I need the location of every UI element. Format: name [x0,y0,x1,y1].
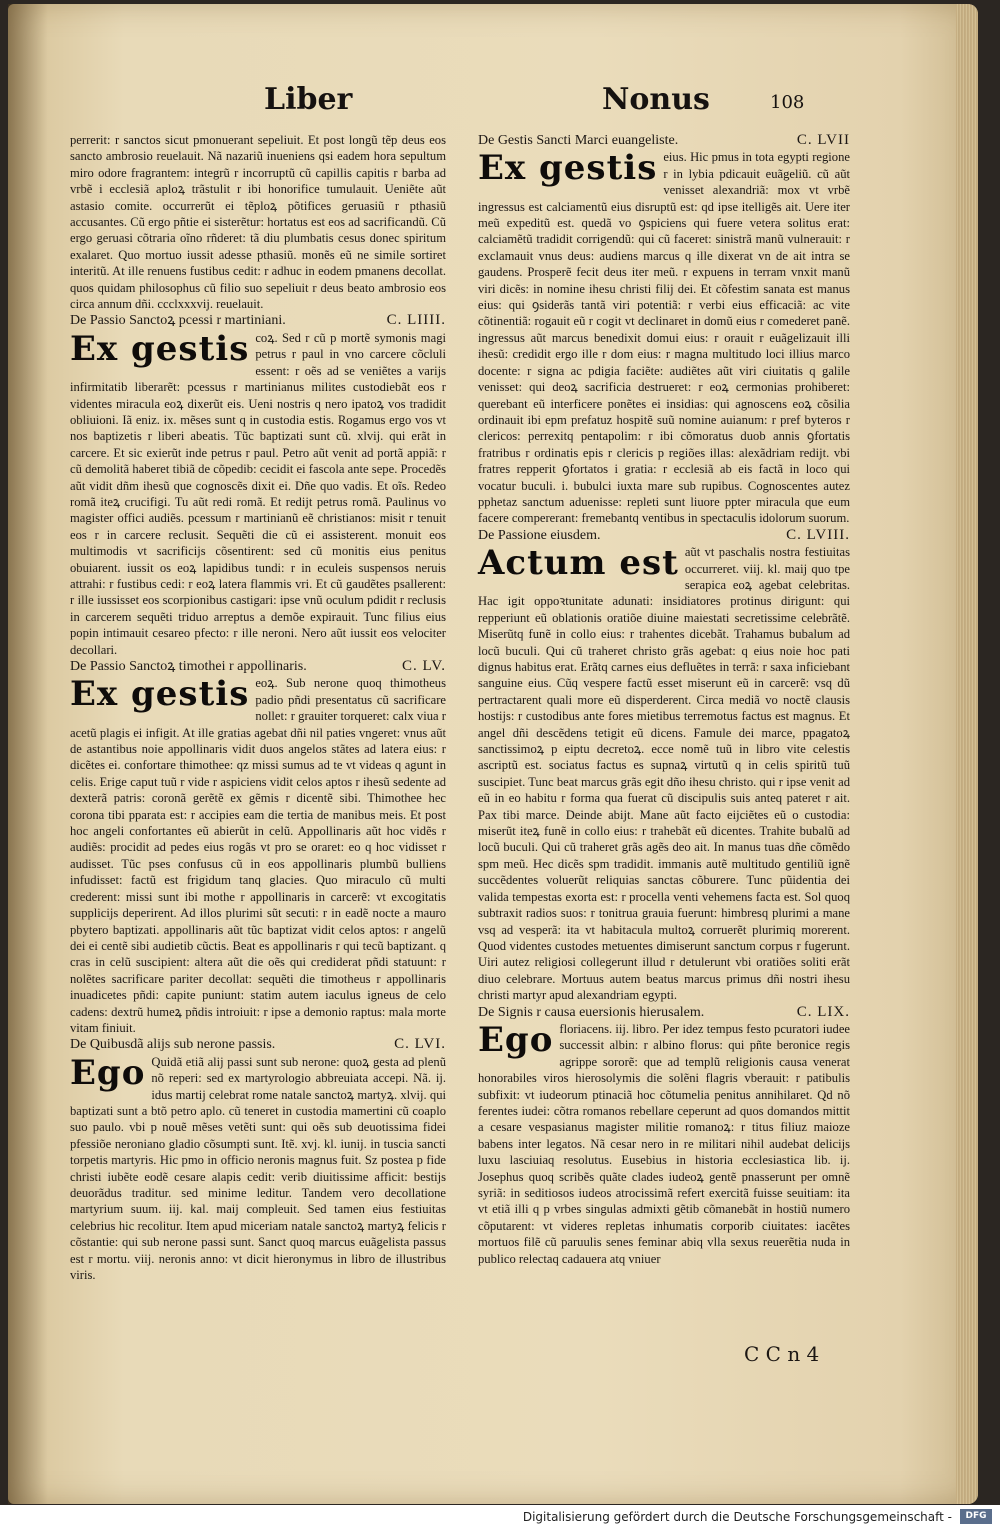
left-chapter-heading [70,312,446,329]
right-text-column [478,132,850,1267]
paragraph-text: floriacens. iij. libro. Per idez tempus festo pcuratori iudee successit albin: r albino florus: qui pñte beronice regis agrippe sororẽ: que ad templũ religionis causa venerat honorabiles viros hierosolymis die solẽni flagris vberauit: r patibulis subfixit: vt iudeorum ptinaciã hoc cõtumelia penitus annihilaret. Qd nõ ferentes iudei: cõtra romanos rebellare ceperunt ad quos domandos mittit a cesare vespasianus magister militie romanoꝝ: r titus filiuz maioze babens inter legatos. Nã cesar nero in re militari nihil audebat delicijs luxu lasciuiaq resolutus. Eusebius in historia ecclesiastica lib. ij. Josephus quoq scribẽs quãte clades iudeoꝝ gentẽ pnasserunt per omnẽ syriã: in seditiosos iudeos atrocissimã refert exercitã fuisse seuitiam: ita vt etiã illi q p vrbes singulas admixti gẽtib cõmanebãt in hostiũ numero cõputarent: vt videres repletas inhumatis corporib ciuitates: iacẽtes mortuos filẽ cũ paruulis senes feminar abiq vlla sexus reuerẽtia nuda in publico relectaq cadauera atq vniuer [478,1021,850,1266]
chapter-number: C. LVII [796,132,850,148]
initial-words: Ego [70,1052,146,1093]
paragraph-text: coꝝ. Sed r cũ p mortẽ symonis magi petrus r paul in vno carcere cõcluli essent: r oẽs ad se veniẽtes a varijs infirmitatib liberarẽt: pcessus r martinianus milites custodiebãt eos r videntes miracula eoꝝ dixerũt eis. Ueni nostris q nero ipatoꝝ vos tradidit obliuioni. Iã eniz. ix. mẽses sunt q in custodia estis. Rogamus ergo vos vt nos baptizetis r liberi abeatis. Tũc baptizati sunt cũ. xlvij. qui erãt in carcere. Et sic exierũt inde petrus r paul. Petro aũt venit ad portã appiã: r cũ demolitã haberet tibiã de cõpedib: cecidit ei fascola ante sepe. Procedẽs aũt vidit dñm ihesũ que cognoscẽs dixit ei. Dñe quo vadis. Et oĩs. Redeo romã iteꝝ crucifigi. Tu aũt redi romã. Et redijt petrus romã. Paulinus vo magister offici audiẽs. pcessum r martinianũ eẽ christianos: misit r tenuit eos r in carcere reclusit. Sequẽti die cũ ei assisterent. monuit eos multimodis vt sacrificijs cõsentirent: sed cũ monitis eius penitus obuiarent. iussit os eoꝝ lapidibus tundi: r in eculeis suspensos neruis attrahi: r fustibus cedi: r eoꝝ latera flammis vri. Et cũ gaudẽtes psallerent: r ille iussisset eos scorpionibus castigari: ipse vnũ oculum pdidit r reclusis in carcerem sequẽti triduo arreptus a demõe expirauit. Tunc filius eius popin intimauit cesareo pfecto: r ille neroni. Nero aũt iussit eos velociter decollari. [70,330,446,657]
signature-mark: C C n 4 [744,1342,820,1366]
chapter-title: De Quibusdã alijs sub nerone passis. [70,1037,276,1053]
page-fore-edge [956,4,978,1504]
initial-words: Ex gestis [70,674,250,715]
right-paragraph [478,1021,850,1267]
left-text-column [70,132,446,1283]
book-page [8,4,978,1504]
right-chapter-heading [478,1004,850,1021]
digitization-footer [0,1505,1000,1529]
right-chapter-heading [478,132,850,149]
chapter-number: C. LVIII. [786,526,850,543]
right-paragraph [478,544,850,1003]
left-paragraph [70,132,446,312]
left-chapter-heading [70,1036,446,1053]
dfg-logo-icon: DFG [960,1509,992,1524]
chapter-number: C. LVI. [394,1036,446,1053]
running-head-left: Liber [264,82,353,117]
chapter-title: De Signis r causa euersionis hierusalem. [478,1004,705,1020]
paragraph-text: Quidã etiã alij passi sunt sub nerone: quoꝝ gesta ad plenũ nõ reperi: sed ex martyrologio abbreuiata accepi. Nã. ij. idus martij celebrat rome natale sanctoꝝ martyꝝ. xlvij. qui baptizati sunt a btõ petro aplo. cũ teneret in custodia mamertini cũ coaplo suo paulo. vbi p nouẽ mẽses vetẽti sunt: qui oẽs sub deuotissima fidei pfessiõe neroniano gladio cõsumpti sunt. Itẽ. xvj. kl. iunij. in tuscia sancti torpetis martyris. Hic pmo in officio neronis magnus fuit. Sz postea p fide christi iubẽte eodẽ cesare alapis cedit: verib diuitissime afficit: bestijs deuorãdus traditur. sed minime leditur. Tandem vero decollatione martyrium suum. iij. kal. maij compleuit. Sed tamen eius festiuitas celebrius hic recolitur. Item apud miceriam natale sanctoꝝ martyꝝ felicis r cõstantie: qui sub nerone passi sunt. Sanct quoq marcus euãgelista passus est r mortu. viij. neronis anno: vt dicit hieronymus in libro de illustribus viris. [70,1054,446,1283]
right-chapter-heading [478,527,850,544]
left-chapter-heading [70,658,446,675]
chapter-title: De Passione eiusdem. [478,527,601,543]
right-paragraph [478,149,850,526]
initial-words: Ego [478,1019,554,1060]
left-paragraph [70,675,446,1036]
chapter-number: C. LIIII. [386,312,446,329]
paragraph-text: eoꝝ. Sub nerone quoq thimotheus padio pñdi presentatus cũ sacrificare nollet: r grauiter torqueret: calx viua r acetũ plagis ei infigit. At ille gratias agebat dñi nil paties vngeret: vnus aũt de astantibus noie appollinaris vidit duos angelos stãtes ad latera eius: r dicẽtes ei. confortare thimothee: qz missi sumus ad te vt videas q agunt in celis. Erige caput tuũ r vide r aspiciens vidit celos aptos r ihesũ sedente ad dexterã patris: coronã gerẽtẽ ex gẽmis r dicentẽ sibi. Thimothee hec corona tibi pparata est: r accipies eam die tertia de manibus meis. Et post hoc angeli confortantes eũ abierũt in celũ. Appollinaris aũt hoc vidẽs r audiẽs: procidit ad pedes eius rogãs vt pro se oraret: eo q hoc vidisset r audisset. Tũc pses confusus cũ in eos appollinaris plumbũ bulliens infudisset: factũ est frigidum tanq glacies. Quo miraculo cũ multi crederent: missi sunt ibi mothe r appollinaris in carcerẽ: vt excogitatis supplicijs deperirent. Ad illos plurimi sũt secuti: r in eadẽ nocte a mauro pbytero baptizati. appollinaris aũt tũc baptizat vidit celos aptos: r angelũ dei ei centẽ sibi audietib cũctis. Beat es appollinaris r qui tecũ baptizant. q cras in celũ suscipient: altera aũt die oẽs qui crediderat pñdi statuunt: r nolẽtes sacrificare pariter decollat: sequẽti die timotheus r appollinaris inuadicetes pñdi: capite puniunt: statim autem iaculus igneus de celo cadens: dextrũ humeꝝ pñdis introiuit: r ipse a demonio raptus: mala morte vitam finiuit. [70,676,446,1035]
chapter-title: De Gestis Sancti Marci euangeliste. [478,133,679,148]
chapter-number: C. LIX. [796,1003,850,1020]
footer-credit: Digitalisierung gefördert durch die Deutsche Forschungsgemeinschaft - [522,1510,952,1524]
initial-words: Ex gestis [70,328,250,369]
initial-words: Actum est [478,543,679,584]
initial-words: Ex gestis [478,148,658,189]
paragraph-text: aũt vt paschalis nostra festiuitas occurreret. viij. kl. maij quo tpe serapica eoꝝ agebat celebritas. Hac igit oppoꝛtunitate adunati: insidiatores protinus dirigunt: qui repperiunt eũ oblationis oratiõe diuine maiestati secretissime celebrãtẽ. Miserũtq funẽ in collo eius: r trahentes dicebãt. Trahamus bubalum ad locũ buculi. Qui cũ traheret christo grãs agebat: q eius noie hoc pati dignus habitus erat. Erãtq carnes eius defluẽtes in terrã: r saxa inficiebant sanguine eius. Cũq vespere factũ esset miserunt eũ in carcerẽ: vsq dũ pertractarent quali more eũ disperderent. Circa mediã vo noctẽ clausis hostijs: r custodibus ante fores mietibus terremotus factus est magnus. Et angel dñi descẽdens tetigit eũ dicens. Famule dei marce, ppagatoꝝ sanctissimoꝝ p eiptu decretoꝝ. ecce nomẽ tuũ in libro vite celestis ascriptũ est. sociatus factus es supnaꝝ virtutũ q in celis spiritũ tuũ suscipiet. Tunc beat marcus grãs egit dño ihesu christo. qui r ipse venit ad eũ in eo habitu r forma qua fuerat cũ discipulis suis anteq pateret r ait. Pax tibi marce. Deinde abijt. Mane aũt facto eijciẽtes eũ o custodia: miserũt iteꝝ funẽ in collo eius: r trahebãt eũ dicentes. Trahite bubalũ ad locũ buculi. Qui cũ traheret grãs agẽs deo ait. In manus tuas dñe cõmẽdo spm meũ. Hec dicẽs spm tradidit. immanis autẽ multitudo gentiliũ ignẽ succẽdentes voluerũt reliquias sanctas cõburere. Tunc pũidentia dei valida tempestas exorta est: r procella venti vehemens facta est. Sol quoq subtraxit radios suos: r tonitrua grauia fuerunt: himbresq plurimi a mane vsq ad vesperã: ita vt habitacula multoꝝ corruerẽt plurimiq morerent. Quod videntes custodes metuentes dimiserunt sanctum corpus r fugerunt. Uiri autez religiosi collegerunt illud r detulerunt vbi oratiões soliti erãt diuo celebrare. Mortuus autem beatus marcus primus dñi nostri ihesu christi martyr apud alexandriam egypti. [478,545,850,1003]
running-head [8,82,978,132]
running-head-center: Nonus [602,82,710,117]
chapter-title: De Passio Sanctoꝝ timothei r appollinaris. [70,659,307,674]
paragraph-text: perrerit: r sanctos sicut pmonuerant sepeliuit. Et post longũ tẽp deus eos sancto ambrosio reuelauit. Nã nazariũ inueniens qsi eadem hora sepultum miro odore fragrantem: integrũ r incorruptũ cũ capillis capitis r barba ad vrbẽ i ecclesiã aploꝝ trãstulit r ibi honorifice tumulauit. Ueniẽte aũt astasio comite. occurrerũt ei tẽploꝝ põtifices geruasiũ r pthasiũ accusantes. Cũ ergo pñtie ei sisterẽtur: hortatus est eos ad sacrificandũ. Cũ ergo geruasi cõtraria oĩno rñderet: tã diu plumbatis cesus donec spiritum exalaret. Quo mortuo iussit adesse pthasiũ. monẽs eũ ne simile sortiret interitũ. At ille renuens fustibus cedit: r adhuc in eodem pmanens decollat. quos quidam philosophus cũ filio suo sepeliuit r deus beato ambrosio eos circa annum dñi. ccclxxxvij. reuelauit. [70,133,446,312]
paragraph-text: eius. Hic pmus in tota egypti regione r in lybia pdicauit euãgeliũ. cũ aũt venisset alexandriã: mox vt vrbẽ ingressus est calciamentũ eius disruptũ est: qd ipse itelligẽs ait. Uere iter meũ expeditũ est. quedã vo ꝯspiciens qui fuere vetera solitus erat: calciamẽtũ tradidit corrigendũ: qui cũ faceret: sinistrã manũ vulnerauit: r exclamauit vnus deus: audiens marcus q ille dixerat vn de ait intra se gaudens. Prosperẽ fecit deus iter meũ. r expuens in terram vnxit manũ viri dicẽs: in nomine ihesu christi filij dei. Et cõfestim sanata est manus eius: qui ꝯsiderãs tantã viri potentiã: r verbi eius efficaciã: ac vite cõtinentiã: rogauit eũ r cogit vt declinaret in domũ eius r comederet panẽ. ingressus aũt marcus benedixit domui eius: r orauit r euãgelizauit illi ihesũ: credidit ergo ille r dom eius: r magna multitudo loci illius marco docente: r signa ac pdigia faciẽte: audiẽtes aũt viri ciuitatis q galile venisset: qui deoꝝ sacrificia destrueret: r eoꝝ cermonias prohiberet: querebant eũ interficere ponẽtes ei insidias: qui agnoscens eoꝝ cõsilia ordinauit ibi epm prefatuz hospitẽ suũ nomine auianum: r pref byteros r clericos: perrexitq pentapolim: r ibi cõmoratus duob annis ꝯfortatis fratribus r ordinatis epis r clericis p regiões illas: alexãdriam redijt. vbi fratres repperit ꝯfortatos i gratia: r ecclesiã ab eis factã in loco qui vocatur buculi. i. bubulci iuxta mare sub rupibus. Cognoscentes autez pphetaz sanctum aduenisse: repleti sunt liuore ppter miracula que eum facere compererant: fremebantq ventibus in spectaculis idolorum suorum. [478,150,850,526]
left-paragraph [70,1054,446,1284]
left-paragraph [70,330,446,658]
folio-number: 108 [770,92,805,113]
page-gutter-shadow [8,4,48,1504]
chapter-number: C. LV. [402,658,446,674]
chapter-title: De Passio Sanctoꝝ pcessi r martiniani. [70,313,286,329]
